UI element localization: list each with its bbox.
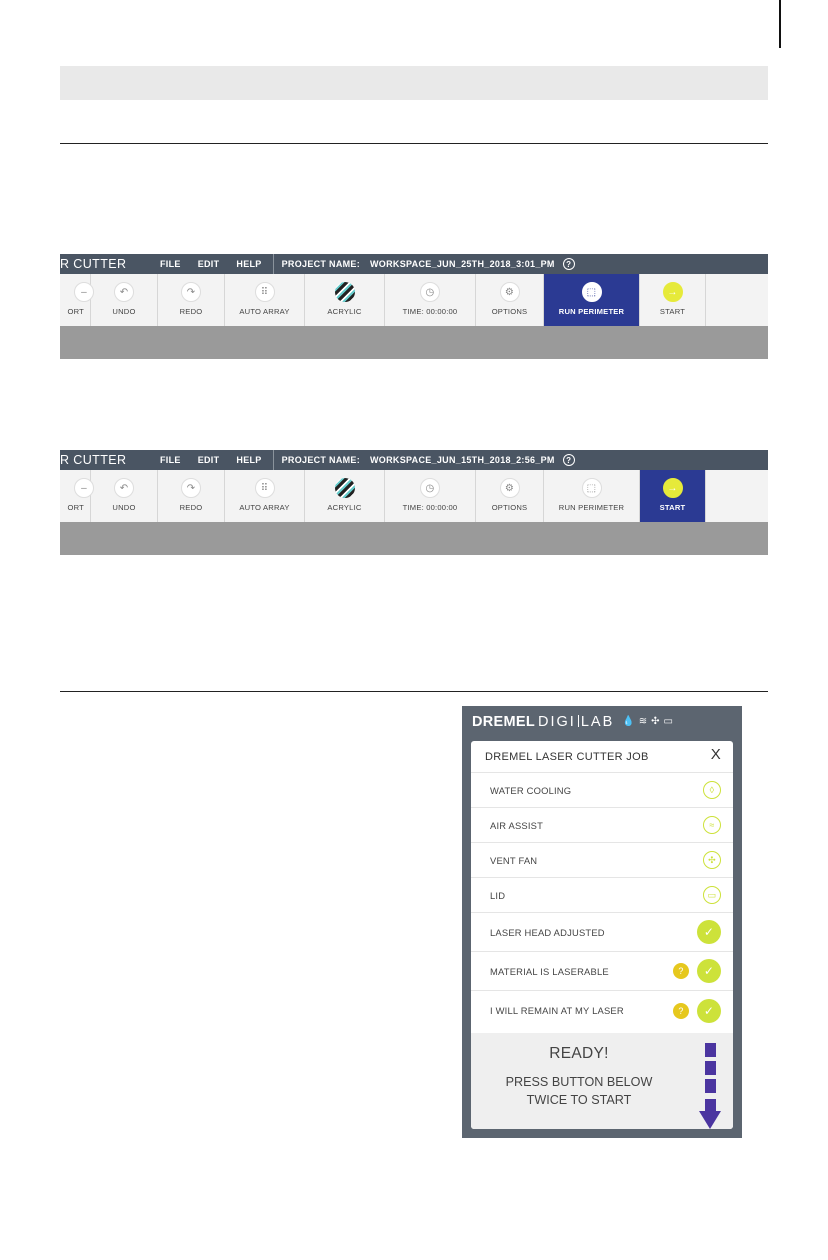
auto-array-label: AUTO ARRAY — [239, 307, 290, 316]
card-title-text: DREMEL LASER CUTTER JOB — [485, 751, 649, 763]
acrylic-material-icon — [335, 478, 355, 498]
checklist-label: MATERIAL IS LASERABLE — [490, 965, 609, 977]
clock-icon: ◷ — [420, 282, 440, 302]
perimeter-icon: ⬚ — [582, 478, 602, 498]
redo-label: REDO — [179, 307, 203, 316]
project-name-label: PROJECT NAME: — [281, 455, 361, 465]
import-button[interactable] — [60, 470, 91, 522]
project-name-value: WORKSPACE_JUN_25TH_2018_3:01_PM — [370, 259, 555, 269]
checklist-item-lid — [471, 878, 733, 913]
redo-button[interactable] — [158, 274, 225, 326]
run-perimeter-button[interactable] — [544, 470, 640, 522]
help-icon[interactable]: ? — [563, 454, 575, 466]
options-button[interactable] — [476, 470, 544, 522]
app-name: R CUTTER — [60, 257, 127, 271]
brand-digilab — [538, 714, 614, 730]
import-button[interactable] — [60, 274, 91, 326]
auto-array-button[interactable] — [225, 470, 305, 522]
header-band — [60, 66, 768, 100]
app-name: R CUTTER — [60, 453, 127, 467]
arrow-segment — [705, 1079, 716, 1093]
menu-bar — [156, 259, 279, 269]
air-icon: ≈ — [703, 816, 721, 834]
digilab-header — [462, 706, 742, 737]
workspace-canvas[interactable] — [60, 522, 768, 555]
arrow-right-icon: → — [663, 478, 683, 498]
checklist-label: I WILL REMAIN AT MY LASER — [490, 1005, 624, 1016]
fan-icon: ✣ — [651, 716, 660, 727]
arrow-down-icon — [699, 1111, 721, 1129]
brand-dremel: DREMEL — [472, 713, 536, 730]
air-icon: ≋ — [638, 716, 648, 727]
water-drop-icon: 💧 — [622, 716, 635, 727]
checklist-label: LID — [490, 889, 506, 901]
arrow-segment — [705, 1043, 716, 1057]
time-display — [385, 470, 476, 522]
menu-help[interactable]: HELP — [236, 455, 262, 465]
time-label: TIME: 00:00:00 — [402, 503, 458, 512]
run-perimeter-label: RUN PERIMETER — [558, 503, 625, 512]
checklist-label: LASER HEAD ADJUSTED — [490, 926, 605, 938]
gear-icon: ⚙ — [500, 478, 520, 498]
import-label: ORT — [67, 503, 84, 512]
grid-icon: ⠿ — [255, 478, 275, 498]
redo-label: REDO — [179, 503, 203, 512]
check-icon[interactable]: ✓ — [697, 999, 721, 1023]
title-separator — [273, 254, 274, 274]
import-icon: – — [74, 282, 94, 302]
start-label: START — [659, 503, 686, 512]
start-button[interactable] — [640, 470, 706, 522]
import-icon: – — [74, 478, 94, 498]
brand-digi: DIGI — [538, 713, 576, 730]
toolbar-screenshot-run-perimeter — [60, 254, 768, 359]
redo-icon: ↷ — [181, 282, 201, 302]
help-icon[interactable]: ? — [673, 1003, 689, 1019]
menu-file[interactable]: FILE — [160, 259, 181, 269]
material-button[interactable] — [305, 470, 385, 522]
tool-bar — [60, 470, 768, 522]
auto-array-label: AUTO ARRAY — [239, 503, 290, 512]
redo-icon: ↷ — [181, 478, 201, 498]
menu-file[interactable]: FILE — [160, 455, 181, 465]
run-perimeter-label: RUN PERIMETER — [558, 307, 625, 316]
options-label: OPTIONS — [491, 503, 528, 512]
undo-button[interactable] — [91, 470, 158, 522]
checklist-label: VENT FAN — [490, 854, 538, 866]
divider-bottom — [60, 691, 768, 692]
fan-icon: ✣ — [703, 851, 721, 869]
material-label: ACRYLIC — [327, 503, 362, 512]
project-name-label: PROJECT NAME: — [281, 259, 361, 269]
auto-array-button[interactable] — [225, 274, 305, 326]
undo-label: UNDO — [112, 503, 136, 512]
title-separator — [273, 450, 274, 470]
card-title — [471, 741, 733, 773]
check-icon[interactable]: ✓ — [697, 920, 721, 944]
clock-icon: ◷ — [420, 478, 440, 498]
tool-bar — [60, 274, 768, 326]
job-checklist-card — [471, 741, 733, 1129]
menu-edit[interactable]: EDIT — [197, 259, 220, 269]
project-name-value: WORKSPACE_JUN_15TH_2018_2:56_PM — [370, 455, 555, 465]
brand-lab: LAB — [580, 713, 615, 730]
import-label: ORT — [67, 307, 84, 316]
title-bar — [60, 450, 768, 470]
press-line-2: TWICE TO START — [526, 1093, 632, 1107]
menu-help[interactable]: HELP — [236, 259, 262, 269]
water-drop-icon: ◊ — [703, 781, 721, 799]
material-label: ACRYLIC — [327, 307, 362, 316]
time-display — [385, 274, 476, 326]
grid-icon: ⠿ — [255, 282, 275, 302]
time-label: TIME: 00:00:00 — [402, 307, 458, 316]
undo-icon: ↶ — [114, 478, 134, 498]
checklist-item-laser-head[interactable] — [471, 913, 733, 952]
undo-button[interactable] — [91, 274, 158, 326]
checklist-item-vent-fan — [471, 843, 733, 878]
run-perimeter-button[interactable] — [544, 274, 640, 326]
ready-text: READY! — [549, 1045, 609, 1062]
check-icon[interactable]: ✓ — [697, 959, 721, 983]
menu-bar — [156, 455, 279, 465]
undo-icon: ↶ — [114, 282, 134, 302]
start-label: START — [659, 307, 686, 316]
material-button[interactable] — [305, 274, 385, 326]
acrylic-material-icon — [335, 282, 355, 302]
help-icon[interactable]: ? — [563, 258, 575, 270]
arrow-right-icon: → — [663, 282, 683, 302]
checklist-item-remain[interactable] — [471, 991, 733, 1030]
checklist-label: WATER COOLING — [490, 784, 572, 796]
checklist-label: AIR ASSIST — [490, 819, 544, 831]
divider-top — [60, 143, 768, 144]
lid-icon: ▭ — [663, 716, 673, 727]
menu-edit[interactable]: EDIT — [197, 455, 220, 465]
status-icons — [622, 716, 673, 727]
redo-button[interactable] — [158, 470, 225, 522]
ready-panel — [471, 1033, 733, 1129]
digilab-touchscreen — [462, 706, 742, 1138]
lid-icon: ▭ — [703, 886, 721, 904]
start-button[interactable] — [640, 274, 706, 326]
workspace-canvas[interactable] — [60, 326, 768, 359]
arrow-segment — [705, 1061, 716, 1075]
press-instructions — [471, 1073, 687, 1109]
page-edge-mark — [779, 0, 781, 48]
toolbar-screenshot-start — [60, 450, 768, 555]
perimeter-icon: ⬚ — [582, 282, 602, 302]
options-label: OPTIONS — [491, 307, 528, 316]
press-line-1: PRESS BUTTON BELOW — [505, 1075, 653, 1089]
close-icon[interactable]: X — [710, 746, 721, 763]
checklist-item-water-cooling — [471, 773, 733, 808]
title-bar — [60, 254, 768, 274]
checklist-item-material[interactable] — [471, 952, 733, 991]
undo-label: UNDO — [112, 307, 136, 316]
help-icon[interactable]: ? — [673, 963, 689, 979]
options-button[interactable] — [476, 274, 544, 326]
gear-icon: ⚙ — [500, 282, 520, 302]
checklist-item-air-assist — [471, 808, 733, 843]
